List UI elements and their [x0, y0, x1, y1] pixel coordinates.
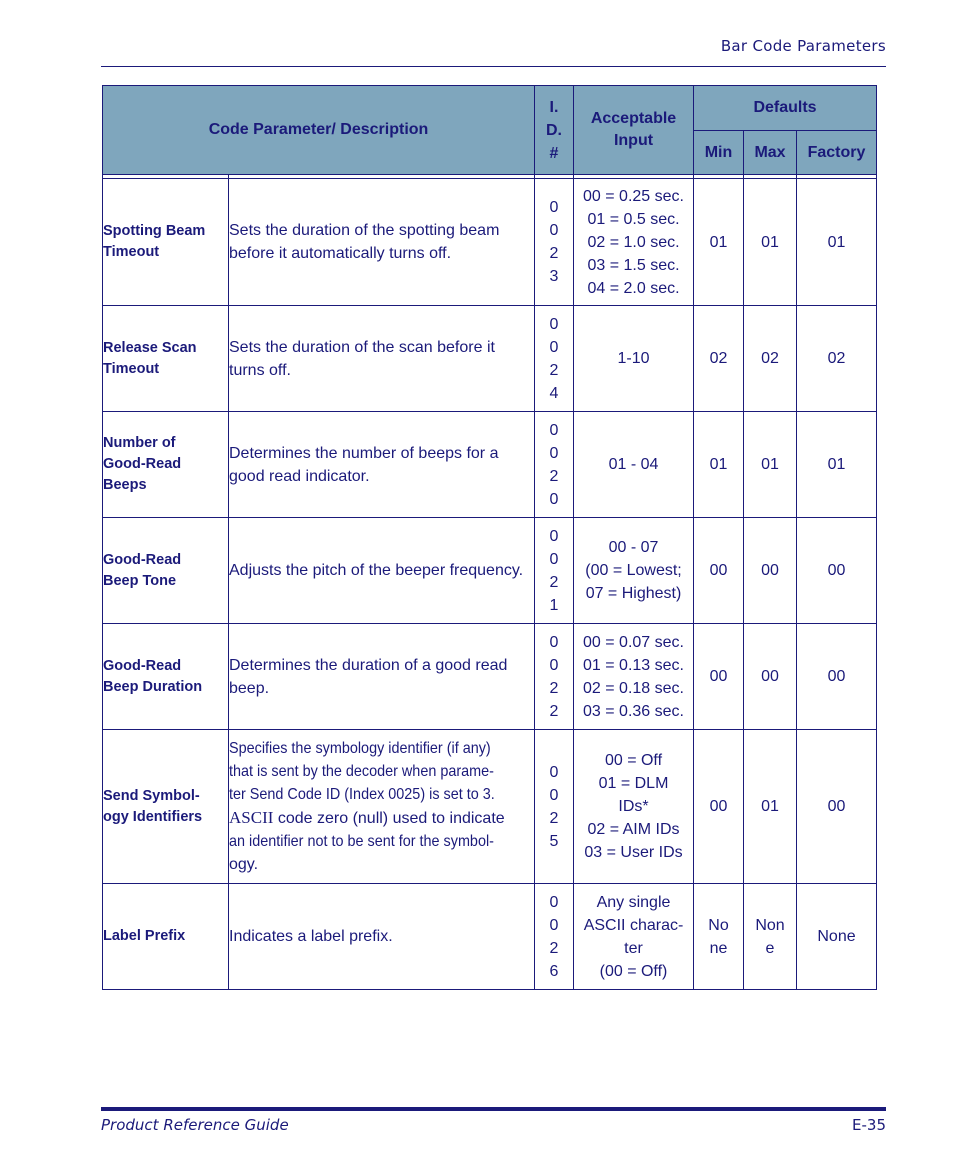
acceptable-input — [574, 624, 694, 730]
max-value: 02 — [761, 350, 779, 367]
description-line — [229, 737, 534, 760]
parameter-name — [103, 306, 229, 412]
max-value: 01 — [761, 233, 779, 251]
default-min — [694, 306, 744, 412]
description-text: Specifies the symbology identifier (if any) — [229, 740, 491, 757]
parameter-id — [535, 730, 574, 884]
table-row — [103, 730, 877, 884]
description-line: ogy. — [229, 856, 259, 873]
parameter-name-line: Beeps — [103, 477, 147, 493]
footer-guide-title: Product Reference Guide — [101, 1116, 289, 1134]
default-max — [744, 306, 797, 412]
id-digit: 0 — [549, 199, 559, 216]
id-digit: 2 — [549, 679, 559, 697]
input-line: 01 - 04 — [608, 456, 659, 473]
parameter-name — [103, 412, 229, 518]
parameter-name-line: Number of — [103, 435, 176, 451]
parameter-name-line: Send Symbol- — [103, 787, 200, 804]
parameter-description — [229, 624, 535, 730]
id-digit: 4 — [549, 384, 559, 402]
id-digit: 0 — [549, 421, 559, 439]
table-row — [103, 884, 877, 990]
footer-page-number: E-35 — [852, 1116, 886, 1134]
footer-rule — [101, 1107, 886, 1111]
input-line: 02 = 0.18 sec. — [583, 679, 684, 697]
default-max — [744, 730, 797, 884]
description-line — [229, 806, 534, 830]
input-line: 00 = Off — [604, 752, 663, 769]
input-line: 07 = Highest) — [585, 585, 682, 602]
description-line — [229, 830, 534, 853]
input-line: 01 = DLM — [598, 775, 669, 792]
id-digit: 2 — [549, 245, 559, 262]
table-row — [103, 624, 877, 730]
input-line: Any single — [596, 893, 671, 911]
id-digit: 0 — [549, 916, 559, 934]
parameter-id — [535, 884, 574, 990]
header-max: Max — [744, 131, 797, 175]
min-value: ne — [709, 939, 728, 957]
description-text: an identifier not to be sent for the symbol- — [229, 833, 494, 850]
parameter-name — [103, 884, 229, 990]
parameter-description — [229, 730, 535, 884]
parameters-table — [102, 85, 877, 990]
max-value: 00 — [761, 668, 779, 685]
ascii-term: ASCII — [229, 808, 274, 827]
acceptable-input — [574, 179, 694, 306]
description-line: Sets the duration of the spotting beam — [229, 222, 500, 239]
parameter-name-line: Beep Duration — [103, 678, 203, 695]
header-min: Min — [694, 131, 744, 175]
id-digit: 0 — [549, 490, 559, 508]
header-acceptable-input — [574, 86, 694, 175]
default-factory: 00 — [797, 730, 877, 884]
header-id-line: D. — [546, 121, 562, 139]
default-max — [744, 518, 797, 624]
parameter-id — [535, 179, 574, 306]
parameter-name — [103, 730, 229, 884]
id-digit: 2 — [549, 702, 559, 720]
description-text: ter Send Code ID (Index 0025) is set to 3. — [229, 786, 495, 803]
parameter-name-line: Good-Read — [103, 657, 182, 674]
parameter-name-line: Timeout — [103, 360, 160, 377]
id-digit: 6 — [549, 962, 559, 980]
header-defaults: Defaults — [694, 86, 877, 131]
default-factory: None — [797, 884, 877, 990]
parameter-name-line: Beep Tone — [103, 572, 177, 589]
description-line — [229, 783, 534, 806]
parameter-description — [229, 412, 535, 518]
input-line: 1-10 — [617, 350, 650, 367]
parameter-name-line: Release Scan — [103, 339, 197, 356]
description-line: Indicates a label prefix. — [229, 928, 393, 945]
default-min — [694, 179, 744, 306]
default-factory: 00 — [797, 624, 877, 730]
description-line: Adjusts the pitch of the beeper frequency. — [229, 562, 524, 579]
description-line: before it automatically turns off. — [229, 245, 452, 262]
max-value: 01 — [761, 456, 779, 473]
id-digit: 0 — [549, 763, 559, 781]
default-factory: 01 — [797, 412, 877, 518]
input-line: 01 = 0.5 sec. — [587, 210, 680, 228]
input-line: 03 = 1.5 sec. — [587, 256, 680, 274]
id-digit: 1 — [549, 596, 559, 614]
id-digit: 2 — [549, 467, 559, 485]
id-digit: 0 — [549, 786, 559, 804]
parameter-id — [535, 518, 574, 624]
max-value: e — [765, 939, 775, 957]
id-digit: 2 — [549, 939, 559, 957]
default-min — [694, 412, 744, 518]
header-id-line: I. — [549, 98, 559, 116]
id-digit: 0 — [549, 633, 559, 651]
min-value: 00 — [709, 798, 728, 815]
description-text: that is sent by the decoder when parame- — [229, 763, 494, 780]
parameter-id — [535, 412, 574, 518]
id-digit: 3 — [549, 268, 559, 285]
input-line: 00 = 0.07 sec. — [583, 633, 684, 651]
parameter-id — [535, 306, 574, 412]
input-line: ter — [624, 939, 643, 957]
description-line: good read indicator. — [229, 467, 370, 485]
parameter-name — [103, 179, 229, 306]
default-min — [694, 518, 744, 624]
acceptable-input — [574, 306, 694, 412]
description-text: code zero (null) used to indicate — [277, 810, 505, 827]
description-line: turns off. — [229, 361, 291, 379]
acceptable-input — [574, 730, 694, 884]
parameter-description — [229, 179, 535, 306]
id-digit: 0 — [549, 315, 559, 333]
parameter-name — [103, 624, 229, 730]
parameter-name-line: Good-Read — [103, 551, 182, 568]
input-line: 02 = 1.0 sec. — [587, 233, 680, 251]
input-line: (00 = Lowest; — [585, 562, 682, 579]
id-digit: 0 — [549, 656, 559, 674]
max-value: 01 — [761, 798, 779, 815]
parameter-id — [535, 624, 574, 730]
default-min — [694, 884, 744, 990]
page-header-title: Bar Code Parameters — [720, 37, 886, 55]
table-row — [103, 306, 877, 412]
id-digit: 2 — [549, 809, 559, 827]
id-digit: 2 — [549, 573, 559, 591]
input-line: 00 - 07 — [608, 539, 659, 556]
default-max — [744, 884, 797, 990]
id-digit: 0 — [549, 222, 559, 239]
header-rule — [101, 66, 886, 67]
default-max — [744, 179, 797, 306]
description-line: Determines the duration of a good read — [229, 656, 508, 674]
min-value: No — [708, 916, 729, 934]
parameter-name-line: Timeout — [103, 244, 160, 260]
acceptable-input — [574, 518, 694, 624]
default-max — [744, 412, 797, 518]
default-factory: 02 — [797, 306, 877, 412]
description-line: Sets the duration of the scan before it — [229, 338, 495, 356]
parameter-name-line: ogy Identifiers — [103, 808, 203, 825]
input-line: IDs* — [618, 798, 649, 815]
input-line: 02 = AIM IDs — [587, 821, 680, 838]
header-code-parameter: Code Parameter/ Description — [103, 86, 535, 175]
description-line: Determines the number of beeps for a — [229, 444, 499, 462]
description-line — [229, 760, 534, 783]
input-line: 03 = User IDs — [584, 844, 683, 861]
parameter-description — [229, 518, 535, 624]
header-factory: Factory — [797, 131, 877, 175]
default-min — [694, 730, 744, 884]
parameter-name-line: Spotting Beam — [103, 223, 206, 239]
id-digit: 0 — [549, 550, 559, 568]
id-digit: 0 — [549, 527, 559, 545]
id-digit: 0 — [549, 893, 559, 911]
parameter-name — [103, 518, 229, 624]
default-min — [694, 624, 744, 730]
input-line: 04 = 2.0 sec. — [587, 279, 680, 297]
min-value: 01 — [709, 233, 728, 251]
min-value: 00 — [709, 562, 728, 579]
input-line: 00 = 0.25 sec. — [583, 187, 684, 205]
default-max — [744, 624, 797, 730]
max-value: Non — [755, 916, 785, 934]
id-digit: 5 — [549, 832, 559, 850]
min-value: 02 — [709, 350, 728, 367]
id-digit: 0 — [549, 338, 559, 356]
description-line: beep. — [229, 679, 270, 697]
parameter-name-line: Good-Read — [103, 456, 182, 472]
default-factory: 01 — [797, 179, 877, 306]
acceptable-input — [574, 412, 694, 518]
input-line: (00 = Off) — [599, 962, 668, 980]
input-line: 01 = 0.13 sec. — [583, 656, 684, 674]
acceptable-input — [574, 884, 694, 990]
header-acceptable-line: Input — [613, 132, 654, 149]
min-value: 01 — [709, 456, 728, 473]
max-value: 00 — [761, 562, 779, 579]
id-digit: 0 — [549, 444, 559, 462]
parameter-name-line: Label Prefix — [103, 928, 186, 944]
header-id-line: # — [549, 144, 559, 162]
min-value: 00 — [709, 668, 728, 685]
header-acceptable-line: Acceptable — [590, 110, 677, 127]
id-digit: 2 — [549, 361, 559, 379]
table-row — [103, 179, 877, 306]
input-line: 03 = 0.36 sec. — [583, 702, 684, 720]
input-line: ASCII charac- — [583, 916, 684, 934]
parameter-description — [229, 306, 535, 412]
header-id — [535, 86, 574, 175]
parameter-description — [229, 884, 535, 990]
default-factory: 00 — [797, 518, 877, 624]
table-row — [103, 518, 877, 624]
table-row — [103, 412, 877, 518]
